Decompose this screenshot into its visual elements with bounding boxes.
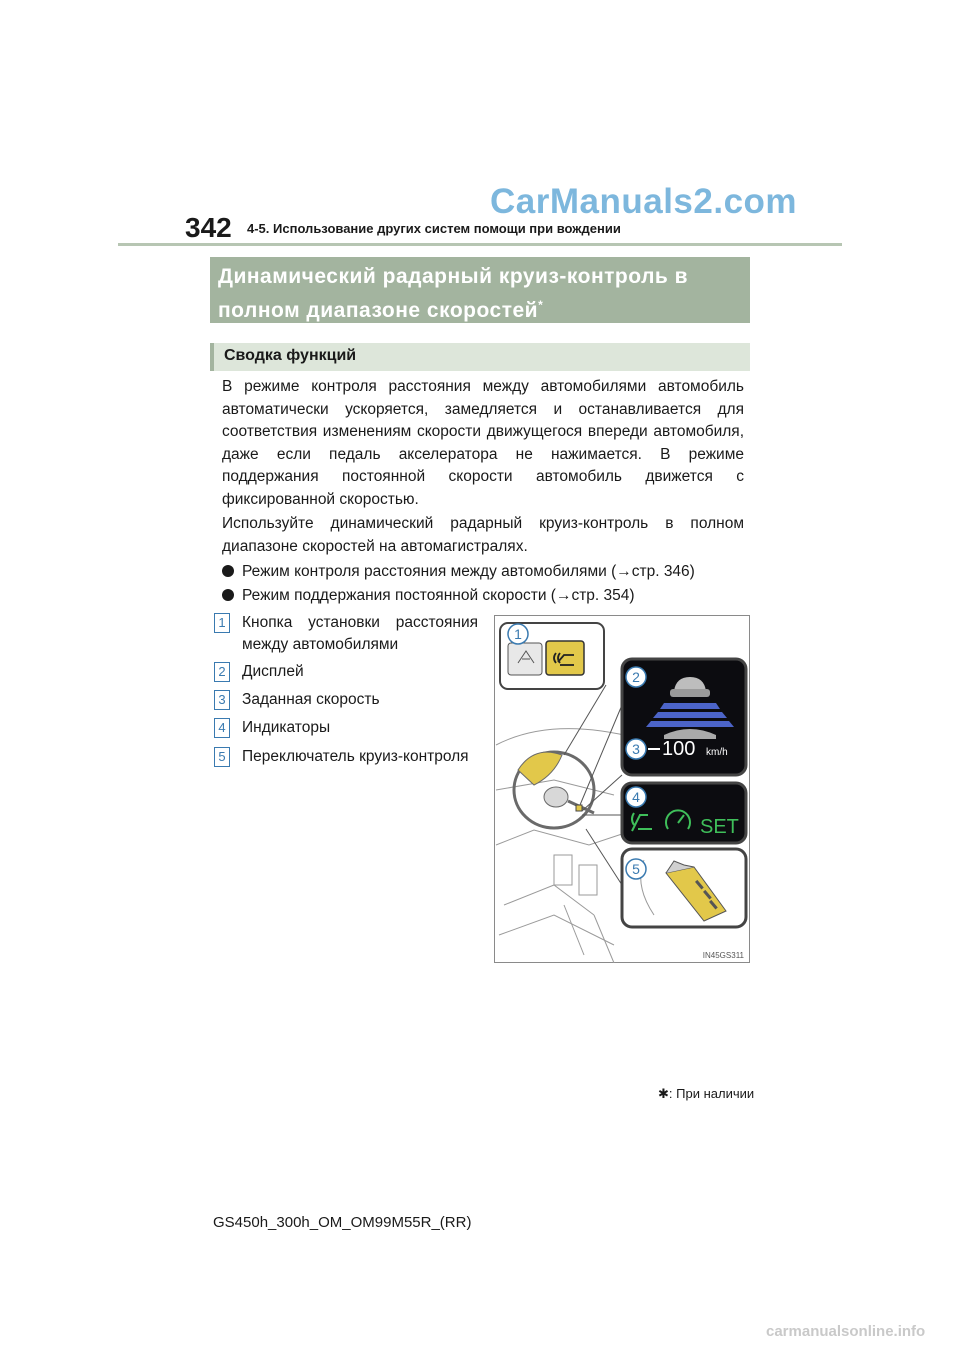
header-divider — [118, 243, 842, 246]
title-asterisk: * — [538, 298, 544, 312]
page-number: 342 — [185, 212, 232, 243]
bullet-dot-icon — [222, 565, 234, 577]
callout-3: 3 — [632, 741, 640, 757]
figure-code: IN45GS311 — [702, 951, 744, 960]
intro-paragraph: В режиме контроля расстояния между автомобилями автомобиль автоматически ускоряется, замедляется и останавливается для соответствия изменениям скорости движущегося впереди автомобиля, даже если педаль акселератора не нажимается. В режиме поддержания постоянной скорости автомобиль движется с фиксированной скоростью. — [222, 378, 744, 508]
legend-text: Переключатель круиз-контроля — [242, 748, 469, 765]
bullet-text: Режим контроля расстояния между автомобилями (→стр. 346) — [242, 563, 695, 580]
document-code: GS450h_300h_OM_OM99M55R_(RR) — [213, 1214, 472, 1231]
section-title: 4-5. Использование других систем помощи при вождении — [247, 221, 621, 236]
indicators-inset — [622, 783, 746, 843]
asterisk-icon: ✱ — [658, 1086, 669, 1101]
bullet-text: Режим поддержания постоянной скорости (→стр. 354) — [242, 587, 635, 604]
set-speed-unit: km/h — [706, 747, 728, 758]
callout-number: 3 — [214, 690, 230, 710]
bullet-dot-icon — [222, 589, 234, 601]
callout-number: 5 — [214, 747, 230, 767]
legend-text: Кнопка установки расстояния между автомобилями — [242, 614, 478, 653]
legend-text: Дисплей — [242, 663, 304, 680]
section-subheading: Сводка функций — [210, 343, 750, 371]
callout-4: 4 — [632, 789, 640, 805]
title-line-1: Динамический радарный круиз-контроль в — [218, 265, 689, 288]
bullet-item — [222, 561, 695, 583]
display-inset — [622, 659, 746, 775]
callout-5: 5 — [632, 861, 640, 877]
callout-number: 1 — [214, 613, 230, 633]
legend-text: Индикаторы — [242, 719, 331, 736]
watermark: CarManuals2.com — [490, 182, 798, 221]
callout-1: 1 — [514, 626, 522, 642]
title-line-2-text: полном диапазоне скоростей — [218, 299, 539, 322]
footnote-text: : При наличии — [668, 1086, 755, 1101]
distance-button-inset — [500, 623, 604, 689]
callout-2: 2 — [632, 669, 640, 685]
cruise-lever-inset — [622, 849, 746, 927]
page-title — [210, 257, 750, 323]
bullet-item — [222, 585, 635, 607]
callout-number: 4 — [214, 718, 230, 738]
callout-number: 2 — [214, 662, 230, 682]
bottom-watermark: carmanualsonline.info — [766, 1323, 926, 1340]
legend-text: Заданная скорость — [242, 691, 380, 708]
footnote — [658, 1086, 754, 1102]
set-indicator-label: SET — [700, 816, 739, 838]
cruise-control-illustration — [494, 615, 750, 963]
usage-paragraph: Используйте динамический радарный круиз-контроль в полном диапазоне скоростей на автомагистралях. — [222, 515, 744, 555]
set-speed-value: 100 — [662, 738, 696, 760]
title-line-2 — [218, 291, 742, 325]
